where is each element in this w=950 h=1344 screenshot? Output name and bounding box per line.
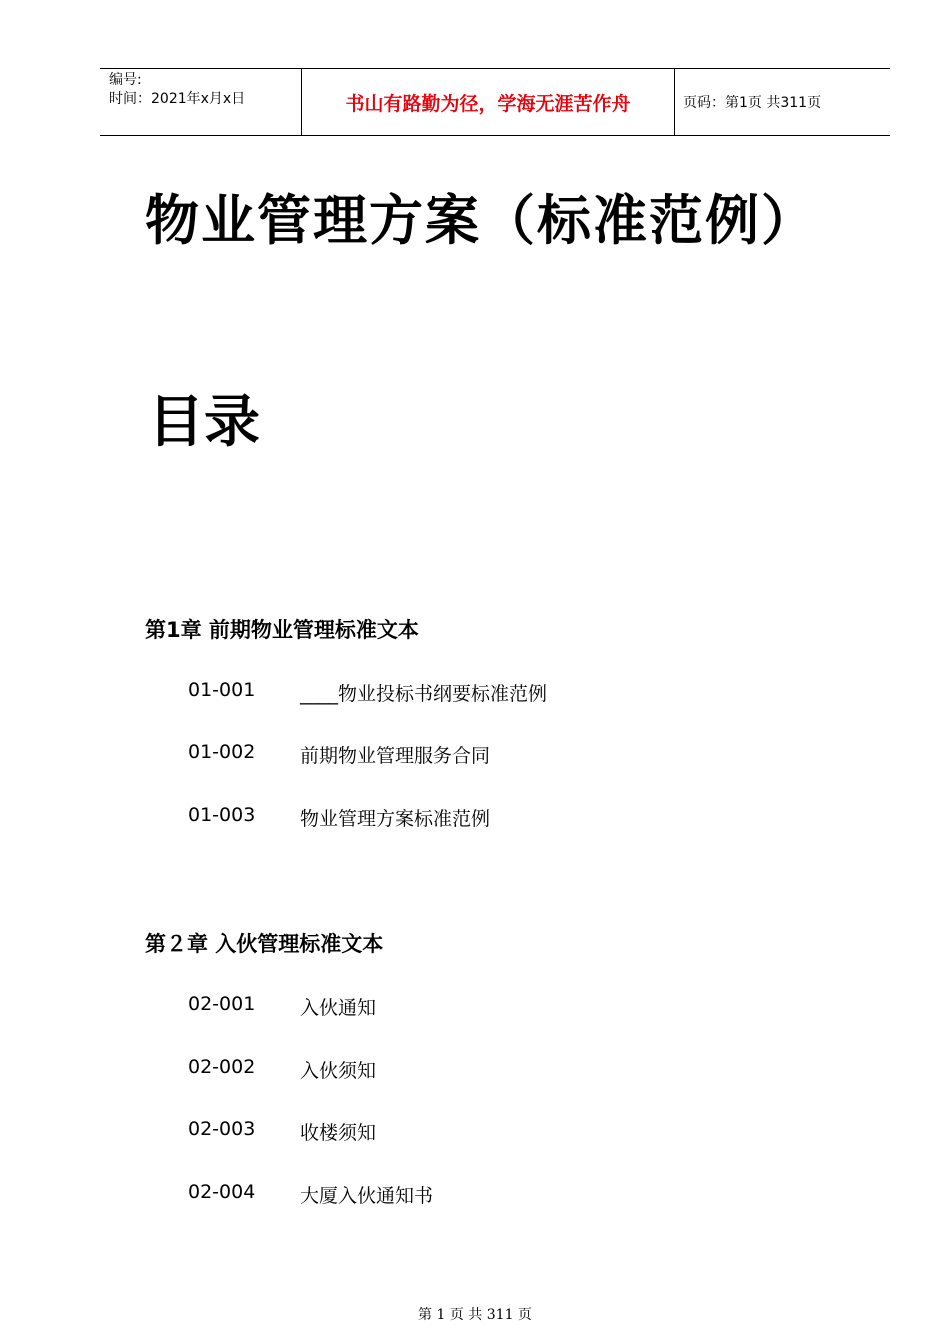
toc-entry-code: 01-002 xyxy=(188,741,256,763)
header-page-info xyxy=(675,69,890,135)
toc-entry xyxy=(188,993,376,1020)
motto-text: 书山有路勤为径，学海无涯苦作舟 xyxy=(345,92,631,115)
toc-entry-title: 收楼须知 xyxy=(300,1122,377,1144)
toc-entry-code: 02-001 xyxy=(188,993,256,1015)
toc-entry-code: 01-001 xyxy=(188,679,256,701)
toc-heading: 目录 xyxy=(148,389,260,455)
toc-entry-title: 入伙通知 xyxy=(300,997,377,1019)
toc-entry xyxy=(188,679,547,706)
toc-entry-title: 大厦入伙通知书 xyxy=(300,1185,434,1207)
document-title: 物业管理方案（标准范例） xyxy=(145,188,817,252)
toc-entry-title: 入伙须知 xyxy=(300,1060,377,1082)
toc-entry-title: 前期物业管理服务合同 xyxy=(300,745,491,767)
chapter-heading: 第1章 前期物业管理标准文本 xyxy=(145,618,419,642)
chapter-heading: 第２章 入伙管理标准文本 xyxy=(145,932,384,956)
toc-entry xyxy=(188,804,490,831)
toc-entry xyxy=(188,741,490,768)
page-header xyxy=(100,68,890,136)
toc-entry-title: ____物业投标书纲要标准范例 xyxy=(300,683,548,705)
page-footer: 第 1 页 共 311 页 xyxy=(418,1307,532,1323)
toc-entry-code: 02-002 xyxy=(188,1056,256,1078)
document-number-label: 编号: xyxy=(109,72,142,88)
toc-entry-code: 02-004 xyxy=(188,1181,256,1203)
toc-entry-title: 物业管理方案标准范例 xyxy=(300,808,491,830)
header-page-label: 页码：第1页 共311页 xyxy=(683,95,822,111)
toc-entry xyxy=(188,1181,433,1208)
toc-entry-code: 02-003 xyxy=(188,1118,256,1140)
document-date-label: 时间：2021年x月x日 xyxy=(109,91,246,107)
toc-entry xyxy=(188,1118,376,1145)
toc-entry-code: 01-003 xyxy=(188,804,256,826)
header-motto xyxy=(302,69,675,135)
header-meta xyxy=(100,69,302,135)
toc-entry xyxy=(188,1056,376,1083)
